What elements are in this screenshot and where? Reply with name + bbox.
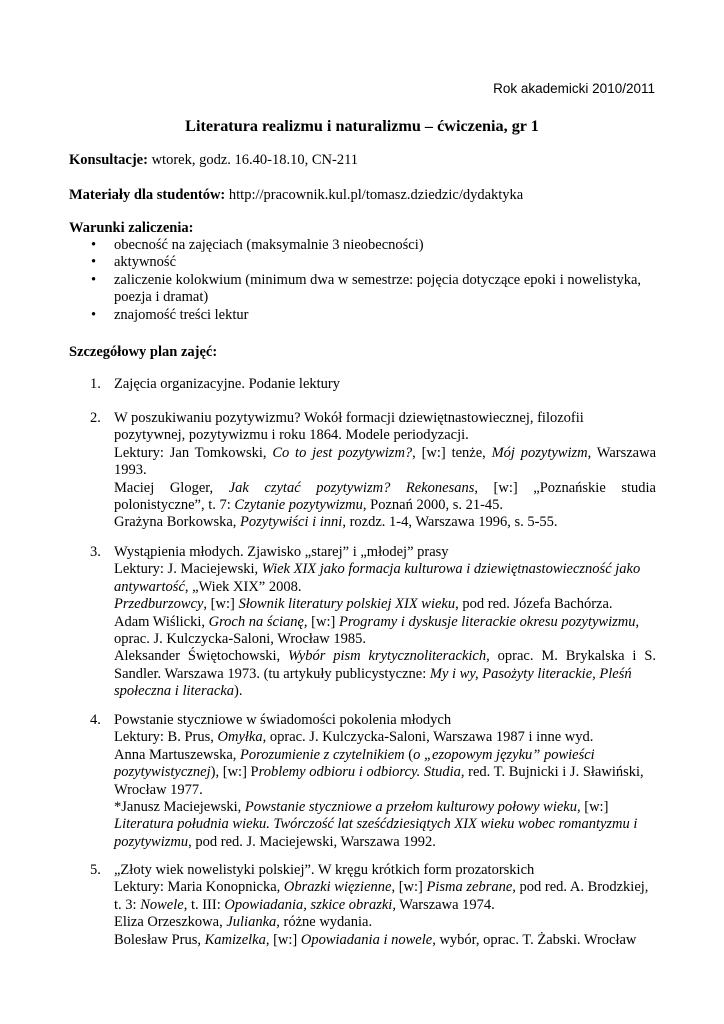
item-number: 4.	[90, 712, 101, 728]
consultations-label: Konsultacje:	[69, 152, 148, 168]
list-item: • zaliczenie kolokwium (minimum dwa w semestrze: pojęcia dotyczące epoki i nowelistyka,	[91, 271, 642, 288]
bullet-icon: •	[91, 306, 97, 323]
conditions-heading: Warunki zaliczenia:	[69, 220, 194, 236]
list-item: • znajomość treści lektur	[91, 306, 249, 323]
item-number: 3.	[90, 544, 101, 560]
materials-line	[69, 187, 657, 204]
plan-item-5: 5. „Złoty wiek nowelistyki polskiej”. W kręgu krótkich form prozatorskich Lektury: Maria Konopnicka, Obrazki więzienne, [w:] Pisma zebrane, pod red. A. Brodzkiej, t. 3: Nowele, t. III: Opowiadania, szkice obrazki, Warszawa 1974. Eliza Orzeszkowa, Julianka, różne wydania. Bolesław Prus, Kamizelka, [w:] Opowiadania i nowele, wybór, oprac. T. Żabski. Wrocław	[90, 862, 649, 948]
plan-item-2: 2. W poszukiwaniu pozytywizmu? Wokół formacji dziewiętnastowiecznej, filozofii pozytywnej, pozytywizmu i roku 1864. Modele periodyzacji. Lektury: Jan Tomkowski, Co to jest pozytywizm?, [w:] tenże, Mój pozytywizm, Warszawa 1993. Maciej Gloger, Jak czytać pozytywizm? Rekonesans, [w:] „Poznańskie studia polonistyczne”, t. 7: Czytanie pozytywizmu, Poznań 2000, s. 21-45. Grażyna Borkowska, Pozytywiści i inni, rozdz. 1-4, Warszawa 1996, s. 5-55.	[90, 410, 657, 531]
materials-label: Materiały dla studentów:	[69, 187, 226, 203]
academic-year: Rok akademicki 2010/2011	[493, 81, 655, 96]
plan-item-3: 3. Wystąpienia młodych. Zjawisko „starej” i „młodej” prasy Lektury: J. Maciejewski, Wiek XIX jako formacja kulturowa i dziewiętnastowieczność jako antywartość, „Wiek XIX” 2008. Przedburzowcy, [w:] Słownik literatury polskiej XIX wieku, pod red. Józefa Bachórza. Adam Wiślicki, Groch na ścianę, [w:] Programy i dyskusje literackie okresu pozytywizmu, oprac. J. Kulczycka-Saloni, Wrocław 1985. Aleksander Świętochowski, Wybór pism krytycznoliterackich, oprac. M. Brykalska i S. Sandler. Warszawa 1973. (tu artykuły publicystyczne: My i wy, Pasożyty literackie, Pleśń społeczna i literacka).	[90, 544, 657, 700]
list-item-continuation: poezja i dramat)	[114, 289, 209, 306]
page-title: Literatura realizmu i naturalizmu – ćwiczenia, gr 1	[185, 117, 539, 135]
item-number: 5.	[90, 862, 101, 878]
item-number: 1.	[90, 376, 101, 392]
consultations-value: wtorek, godz. 16.40-18.10, CN-211	[147, 152, 359, 168]
list-item: • obecność na zajęciach (maksymalnie 3 nieobecności)	[91, 237, 424, 253]
bullet-icon: •	[91, 237, 97, 253]
bullet-icon: •	[91, 271, 97, 288]
bullet-icon: •	[91, 254, 97, 271]
consultations-line	[69, 152, 657, 169]
list-item: • aktywność	[91, 254, 177, 271]
conditions-list	[69, 237, 657, 324]
item-number: 2.	[90, 410, 101, 426]
plan-item-1: 1. Zajęcia organizacyjne. Podanie lektury	[90, 376, 340, 392]
materials-url[interactable]: http://pracownik.kul.pl/tomasz.dziedzic/dydaktyka	[225, 187, 524, 203]
plan-item-4: 4. Powstanie styczniowe w świadomości pokolenia młodych Lektury: B. Prus, Omyłka, oprac. J. Kulczycka-Saloni, Warszawa 1987 i inne wyd. Anna Martuszewska, Porozumienie z czytelnikiem (o „ezopowym języku” powieści pozytywistycznej), [w:] Problemy odbioru i odbiorcy. Studia, red. T. Bujnicki i J. Sławiński, Wrocław 1977. *Janusz Maciejewski, Powstanie styczniowe a przełom kulturowy połowy wieku, [w:] Literatura południa wieku. Twórczość lat sześćdziesiątych XIX wieku wobec romantyzmu i pozytywizmu, pod red. J. Maciejewski, Warszawa 1992.	[90, 712, 644, 850]
plan-heading: Szczegółowy plan zajęć:	[69, 344, 218, 360]
